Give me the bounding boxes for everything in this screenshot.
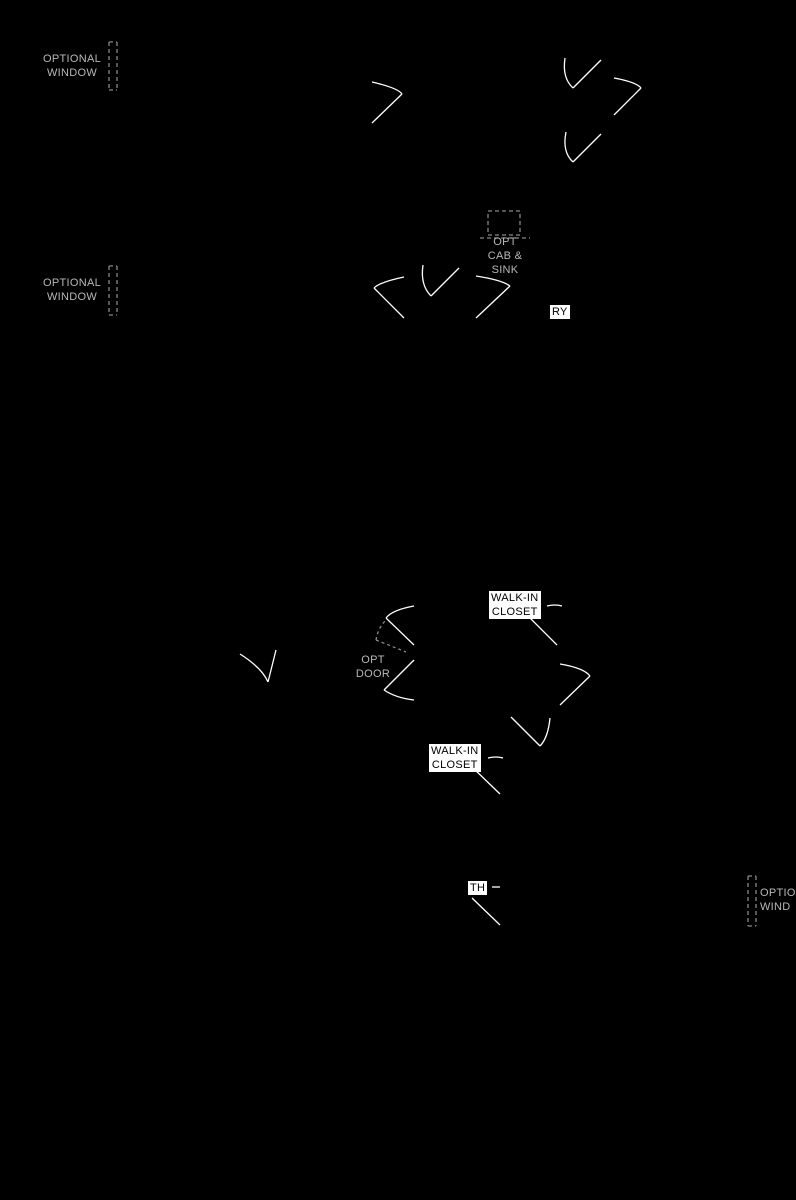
walk-in-closet-label: WALK-IN CLOSET [431,745,479,771]
walk-in-closet-label: WALK-IN CLOSET [491,592,539,618]
opt-door-label: OPT DOOR [355,654,391,680]
room-label-fragment: TH [470,882,486,894]
optional-window-1-symbol [109,42,117,90]
door-swing [422,265,459,296]
door-swing [372,82,402,123]
door-swing [476,276,510,318]
optional-window-label: OPTIO WIND [760,887,796,913]
door-swing [240,650,276,682]
optional-window-2-symbol [109,266,117,315]
door-swing [511,717,550,746]
cabinet-sink-symbol [480,211,530,238]
door-swing [374,277,404,318]
room-label-fragment: RY [552,306,568,318]
optional-window-label: OPTIONAL WINDOW [42,277,102,303]
opt-cab-sink-label: OPT CAB & SINK [487,236,523,276]
door-swing [614,78,641,115]
door-swing [560,664,590,705]
optional-window-label: OPTIONAL WINDOW [42,53,102,79]
optional-window-3-symbol [748,876,756,926]
door-swing [564,58,601,88]
door-swing [565,132,601,162]
